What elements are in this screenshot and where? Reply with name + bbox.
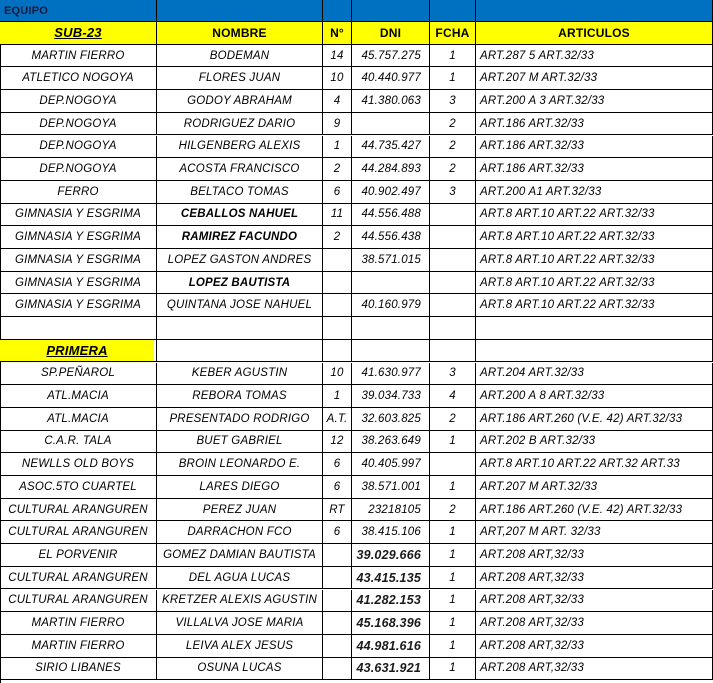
cell-numero: 1 bbox=[323, 136, 352, 159]
cell-fecha bbox=[430, 453, 476, 476]
cell-equipo: SIRIO LIBANES bbox=[0, 658, 157, 681]
cell-fecha: 2 bbox=[430, 499, 476, 522]
cell-equipo: CULTURAL ARANGUREN bbox=[0, 499, 157, 522]
empty-cell bbox=[476, 340, 713, 363]
cell-fecha: 2 bbox=[430, 136, 476, 159]
cell-articulos: ART.207 M ART.32/33 bbox=[476, 67, 713, 90]
cell-dni: 43.415.135 bbox=[352, 567, 430, 590]
cell-dni: 40.405.997 bbox=[352, 453, 430, 476]
cell-fecha bbox=[430, 226, 476, 249]
cell-equipo: ATLETICO NOGOYA bbox=[0, 67, 157, 90]
cell-dni: 32.603.825 bbox=[352, 408, 430, 431]
cell-equipo: ASOC.5TO CUARTEL bbox=[0, 476, 157, 499]
cell-articulos: ART.186 ART.32/33 bbox=[476, 113, 713, 136]
cell-equipo: DEP.NOGOYA bbox=[0, 136, 157, 159]
cell-dni: 45.757.275 bbox=[352, 45, 430, 68]
cell-equipo: DEP.NOGOYA bbox=[0, 158, 157, 181]
cell-nombre: BUET GABRIEL bbox=[157, 431, 323, 454]
cell-articulos: ART.207 M ART.32/33 bbox=[476, 476, 713, 499]
cell-numero: 10 bbox=[323, 67, 352, 90]
cell-dni: 38.571.001 bbox=[352, 476, 430, 499]
cell-nombre: GODOY ABRAHAM bbox=[157, 90, 323, 113]
cell-dni: 45.168.396 bbox=[352, 612, 430, 635]
cell-nombre: PRESENTADO RODRIGO bbox=[157, 408, 323, 431]
cell-nombre: VILLALVA JOSE MARIA bbox=[157, 612, 323, 635]
cell-numero: 6 bbox=[323, 453, 352, 476]
cell-fecha: 1 bbox=[430, 612, 476, 635]
cell-numero: 10 bbox=[323, 363, 352, 386]
cell-numero bbox=[323, 272, 352, 295]
cell-nombre: FLORES JUAN bbox=[157, 67, 323, 90]
cell-nombre: ACOSTA FRANCISCO bbox=[157, 158, 323, 181]
cell-articulos: ART.204 ART.32/33 bbox=[476, 363, 713, 386]
cell-numero: 9 bbox=[323, 113, 352, 136]
empty-cell bbox=[0, 317, 157, 340]
cell-equipo: GIMNASIA Y ESGRIMA bbox=[0, 272, 157, 295]
cell-articulos: ART.200 A 3 ART.32/33 bbox=[476, 90, 713, 113]
cell-articulos: ART.208 ART,32/33 bbox=[476, 612, 713, 635]
cell-articulos: ART,207 M ART. 32/33 bbox=[476, 521, 713, 544]
cell-numero: RT bbox=[323, 499, 352, 522]
cell-dni bbox=[352, 272, 430, 295]
cell-fecha: 1 bbox=[430, 544, 476, 567]
header-blank-cell bbox=[157, 0, 323, 22]
cell-articulos: ART.208 ART,32/33 bbox=[476, 658, 713, 681]
empty-cell bbox=[157, 340, 323, 363]
cell-fecha bbox=[430, 272, 476, 295]
cell-nombre: DARRACHON FCO bbox=[157, 521, 323, 544]
cell-fecha: 1 bbox=[430, 635, 476, 658]
cell-equipo: DEP.NOGOYA bbox=[0, 90, 157, 113]
cell-nombre: QUINTANA JOSE NAHUEL bbox=[157, 294, 323, 317]
cell-fecha: 1 bbox=[430, 658, 476, 681]
cell-equipo: MARTIN FIERRO bbox=[0, 635, 157, 658]
cell-fecha: 3 bbox=[430, 90, 476, 113]
cell-nombre: BELTACO TOMAS bbox=[157, 181, 323, 204]
cell-fecha bbox=[430, 294, 476, 317]
cell-fecha: 2 bbox=[430, 408, 476, 431]
cell-dni: 44.556.488 bbox=[352, 204, 430, 227]
cell-equipo: CULTURAL ARANGUREN bbox=[0, 590, 157, 613]
cell-nombre: CEBALLOS NAHUEL bbox=[157, 204, 323, 227]
cell-numero: 6 bbox=[323, 521, 352, 544]
cell-numero: 2 bbox=[323, 226, 352, 249]
cell-articulos: ART.208 ART,32/33 bbox=[476, 590, 713, 613]
cell-numero bbox=[323, 544, 352, 567]
cell-numero: 1 bbox=[323, 385, 352, 408]
cell-fecha: 3 bbox=[430, 181, 476, 204]
column-header-articulos[interactable]: ARTICULOS bbox=[476, 22, 713, 45]
cell-articulos: ART.208 ART,32/33 bbox=[476, 567, 713, 590]
cell-fecha: 1 bbox=[430, 431, 476, 454]
cell-articulos: ART.8 ART.10 ART.22 ART.32/33 bbox=[476, 226, 713, 249]
cell-dni: 39.029.666 bbox=[352, 544, 430, 567]
cell-articulos: ART.8 ART.10 ART.22 ART.32/33 bbox=[476, 249, 713, 272]
cell-fecha: 3 bbox=[430, 363, 476, 386]
empty-cell bbox=[430, 340, 476, 363]
cell-dni: 40.160.979 bbox=[352, 294, 430, 317]
cell-fecha bbox=[430, 249, 476, 272]
cell-numero: 12 bbox=[323, 431, 352, 454]
header-blank-cell bbox=[430, 0, 476, 22]
cell-nombre: HILGENBERG ALEXIS bbox=[157, 136, 323, 159]
cell-articulos: ART.8 ART.10 ART.22 ART.32/33 bbox=[476, 272, 713, 295]
cell-dni: 40.440.977 bbox=[352, 67, 430, 90]
cell-fecha: 1 bbox=[430, 476, 476, 499]
cell-articulos: ART.186 ART.260 (V.E. 42) ART.32/33 bbox=[476, 499, 713, 522]
cell-equipo: MARTIN FIERRO bbox=[0, 45, 157, 68]
cell-numero bbox=[323, 635, 352, 658]
cell-equipo: NEWLLS OLD BOYS bbox=[0, 453, 157, 476]
cell-nombre: RODRIGUEZ DARIO bbox=[157, 113, 323, 136]
cell-equipo: GIMNASIA Y ESGRIMA bbox=[0, 249, 157, 272]
cell-nombre: GOMEZ DAMIAN BAUTISTA bbox=[157, 544, 323, 567]
cell-dni: 44.284.893 bbox=[352, 158, 430, 181]
cell-dni: 41.380.063 bbox=[352, 90, 430, 113]
empty-cell bbox=[323, 340, 352, 363]
cell-numero: 14 bbox=[323, 45, 352, 68]
cell-fecha bbox=[430, 204, 476, 227]
cell-fecha: 1 bbox=[430, 67, 476, 90]
cell-fecha: 2 bbox=[430, 113, 476, 136]
cell-fecha: 1 bbox=[430, 521, 476, 544]
cell-articulos: ART.200 A1 ART.32/33 bbox=[476, 181, 713, 204]
empty-cell bbox=[476, 317, 713, 340]
empty-cell bbox=[323, 317, 352, 340]
cell-nombre: KRETZER ALEXIS AGUSTIN bbox=[157, 590, 323, 613]
cell-dni: 41.630.977 bbox=[352, 363, 430, 386]
cell-equipo: GIMNASIA Y ESGRIMA bbox=[0, 226, 157, 249]
cell-equipo: GIMNASIA Y ESGRIMA bbox=[0, 204, 157, 227]
cell-dni: 44.981.616 bbox=[352, 635, 430, 658]
empty-cell bbox=[430, 317, 476, 340]
cell-nombre: RAMIREZ FACUNDO bbox=[157, 226, 323, 249]
cell-nombre: BROIN LEONARDO E. bbox=[157, 453, 323, 476]
cell-nombre: KEBER AGUSTIN bbox=[157, 363, 323, 386]
cell-equipo: CULTURAL ARANGUREN bbox=[0, 521, 157, 544]
cell-nombre: PEREZ JUAN bbox=[157, 499, 323, 522]
cell-nombre: LOPEZ GASTON ANDRES bbox=[157, 249, 323, 272]
cell-equipo: CULTURAL ARANGUREN bbox=[0, 567, 157, 590]
cell-numero bbox=[323, 590, 352, 613]
header-equipo: EQUIPO bbox=[0, 0, 157, 22]
cell-fecha: 4 bbox=[430, 385, 476, 408]
cell-nombre: DEL AGUA LUCAS bbox=[157, 567, 323, 590]
column-header-nombre[interactable]: NOMBRE bbox=[157, 22, 323, 45]
cell-numero bbox=[323, 658, 352, 681]
cell-numero: 2 bbox=[323, 158, 352, 181]
column-header-numero[interactable]: N° bbox=[323, 22, 352, 45]
cell-nombre: BODEMAN bbox=[157, 45, 323, 68]
cell-articulos: ART.287 5 ART.32/33 bbox=[476, 45, 713, 68]
cell-dni: 44.735.427 bbox=[352, 136, 430, 159]
cell-nombre: REBORA TOMAS bbox=[157, 385, 323, 408]
cell-articulos: ART.202 B ART.32/33 bbox=[476, 431, 713, 454]
cell-articulos: ART.208 ART,32/33 bbox=[476, 544, 713, 567]
cell-equipo: C.A.R. TALA bbox=[0, 431, 157, 454]
cell-nombre: OSUNA LUCAS bbox=[157, 658, 323, 681]
cell-dni: 44.556.438 bbox=[352, 226, 430, 249]
section-title-primera: PRIMERA bbox=[0, 340, 154, 363]
cell-equipo: GIMNASIA Y ESGRIMA bbox=[0, 294, 157, 317]
cell-numero: A.T. bbox=[323, 408, 352, 431]
cell-numero: 6 bbox=[323, 181, 352, 204]
cell-nombre: LARES DIEGO bbox=[157, 476, 323, 499]
header-blank-cell bbox=[352, 0, 430, 22]
cell-articulos: ART.8 ART.10 ART.22 ART.32/33 bbox=[476, 294, 713, 317]
cell-nombre: LOPEZ BAUTISTA bbox=[157, 272, 323, 295]
cell-numero: 4 bbox=[323, 90, 352, 113]
cell-dni: 39.034.733 bbox=[352, 385, 430, 408]
cell-equipo: ATL.MACIA bbox=[0, 385, 157, 408]
column-header-fecha[interactable]: FCHA bbox=[430, 22, 476, 45]
cell-equipo: MARTIN FIERRO bbox=[0, 612, 157, 635]
cell-equipo: EL PORVENIR bbox=[0, 544, 157, 567]
cell-numero bbox=[323, 567, 352, 590]
cell-fecha: 2 bbox=[430, 158, 476, 181]
section-title-sub23: SUB-23 bbox=[0, 22, 157, 45]
column-header-dni[interactable]: DNI bbox=[352, 22, 430, 45]
empty-cell bbox=[157, 317, 323, 340]
cell-fecha: 1 bbox=[430, 45, 476, 68]
cell-articulos: ART.200 A 8 ART.32/33 bbox=[476, 385, 713, 408]
empty-cell bbox=[352, 340, 430, 363]
cell-fecha: 1 bbox=[430, 567, 476, 590]
cell-dni: 41.282.153 bbox=[352, 590, 430, 613]
cell-dni: 38.571.015 bbox=[352, 249, 430, 272]
cell-equipo: ATL.MACIA bbox=[0, 408, 157, 431]
cell-numero: 6 bbox=[323, 476, 352, 499]
cell-equipo: DEP.NOGOYA bbox=[0, 113, 157, 136]
header-blank-cell bbox=[476, 0, 713, 22]
cell-articulos: ART.208 ART,32/33 bbox=[476, 635, 713, 658]
header-blank-cell bbox=[323, 0, 352, 22]
cell-dni: 40.902.497 bbox=[352, 181, 430, 204]
cell-nombre: LEIVA ALEX JESUS bbox=[157, 635, 323, 658]
cell-dni: 38.263.649 bbox=[352, 431, 430, 454]
cell-numero bbox=[323, 294, 352, 317]
cell-dni: 38.415.106 bbox=[352, 521, 430, 544]
cell-numero bbox=[323, 612, 352, 635]
cell-articulos: ART.186 ART.32/33 bbox=[476, 158, 713, 181]
cell-articulos: ART.186 ART.260 (V.E. 42) ART.32/33 bbox=[476, 408, 713, 431]
cell-numero: 11 bbox=[323, 204, 352, 227]
cell-equipo: SP.PEÑAROL bbox=[0, 363, 157, 386]
cell-articulos: ART.186 ART.32/33 bbox=[476, 136, 713, 159]
empty-cell bbox=[352, 317, 430, 340]
cell-equipo: FERRO bbox=[0, 181, 157, 204]
cell-dni: 23218105 bbox=[352, 499, 430, 522]
cell-fecha: 1 bbox=[430, 590, 476, 613]
cell-numero bbox=[323, 249, 352, 272]
cell-dni bbox=[352, 113, 430, 136]
cell-dni: 43.631.921 bbox=[352, 658, 430, 681]
cell-articulos: ART.8 ART.10 ART.22 ART.32/33 bbox=[476, 204, 713, 227]
cell-articulos: ART.8 ART.10 ART.22 ART.32 ART.33 bbox=[476, 453, 713, 476]
